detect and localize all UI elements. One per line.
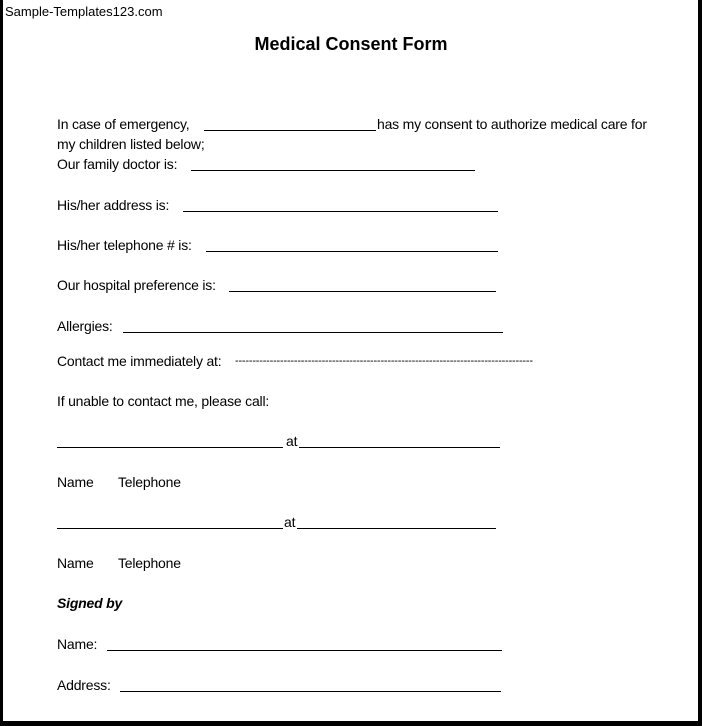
family-doctor-label: Our family doctor is: (57, 156, 178, 172)
page-title: Medical Consent Form (254, 34, 448, 54)
alt-phone-blank-1 (299, 447, 500, 448)
at-label-1: at (286, 433, 298, 449)
alternate-label: If unable to contact me, please call: (57, 393, 270, 409)
signer-address-blank (120, 691, 501, 692)
allergies-blank (123, 332, 503, 333)
alt-name-blank-1 (57, 447, 283, 448)
name-caption-1: Name (57, 474, 94, 490)
name-caption-2: Name (57, 555, 94, 571)
telephone-caption-2: Telephone (118, 555, 181, 571)
telephone-blank (206, 251, 498, 252)
signer-address-label: Address: (57, 677, 111, 693)
signed-by-heading: Signed by (57, 595, 123, 611)
intro-prefix: In case of emergency, (57, 116, 190, 132)
telephone-label: His/her telephone # is: (57, 237, 192, 253)
family-doctor-blank (191, 170, 475, 171)
at-label-2: at (284, 514, 296, 530)
address-label: His/her address is: (57, 197, 170, 213)
watermark: Sample-Templates123.com (5, 4, 163, 19)
allergies-label: Allergies: (57, 318, 113, 334)
address-blank (183, 211, 498, 212)
alt-phone-blank-2 (297, 528, 496, 529)
guardian-blank (204, 130, 376, 131)
signer-name-blank (107, 650, 502, 651)
intro-line2: my children listed below; (57, 136, 205, 152)
telephone-caption-1: Telephone (118, 474, 181, 490)
contact-dashes: -------------------------------------------------------------------------------------- (235, 355, 533, 367)
signer-name-label: Name: (57, 636, 98, 652)
hospital-blank (229, 291, 496, 292)
alt-name-blank-2 (57, 528, 283, 529)
contact-label: Contact me immediately at: (57, 353, 222, 369)
intro-suffix: has my consent to authorize medical care for (377, 116, 647, 132)
hospital-label: Our hospital preference is: (57, 277, 216, 293)
